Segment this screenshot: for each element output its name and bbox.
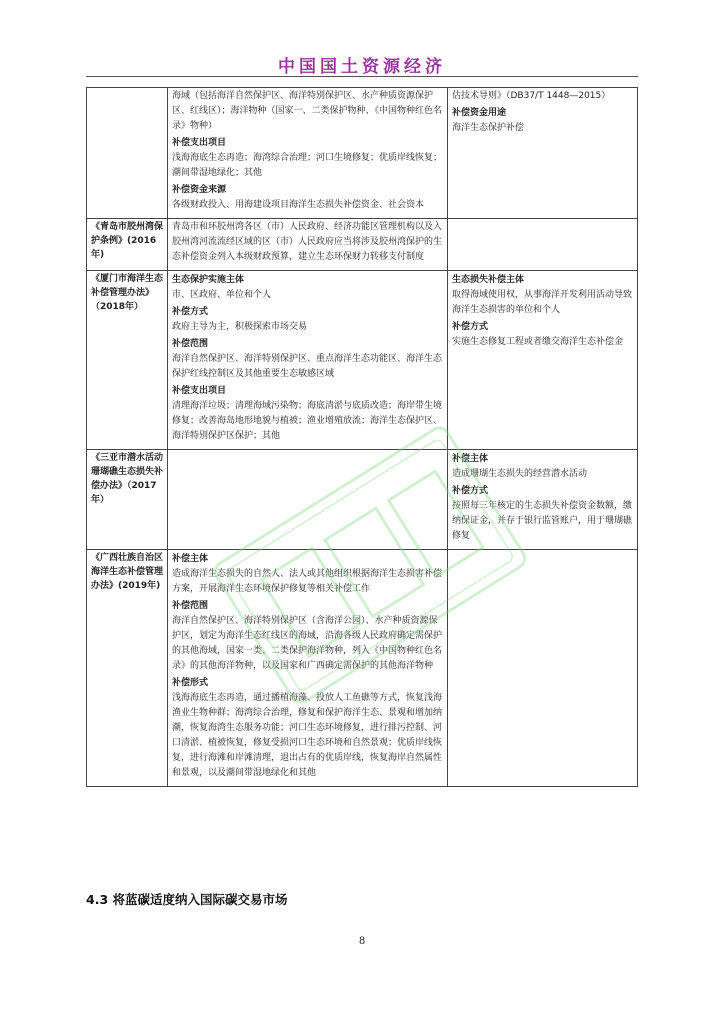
table-row — [87, 450, 638, 550]
block-text: 造成珊瑚生态损失的经营潜水活动 — [452, 469, 588, 479]
cell-block — [452, 89, 633, 104]
cell-block — [172, 305, 443, 335]
policy-name-cell — [87, 88, 168, 219]
block-label: 补偿方式 — [452, 322, 489, 332]
policy-table — [86, 87, 638, 787]
policy-name-cell: 《青岛市胶州湾保护条例》(2016年) — [87, 219, 168, 271]
measures-cell — [168, 271, 448, 450]
policy-name-cell: 《厦门市海洋生态补偿管理办法》（2018年） — [87, 271, 168, 450]
page-number: 8 — [358, 936, 366, 947]
block-label: 补偿形式 — [172, 678, 209, 688]
journal-title: 中国国土资源经济 — [278, 57, 446, 77]
details-cell — [448, 271, 638, 450]
cell-block — [452, 452, 633, 482]
block-label: 补偿范围 — [172, 601, 209, 611]
policy-name-cell: 《三亚市潜水活动珊瑚礁生态损失补偿办法》（2017年） — [87, 450, 168, 550]
table-row — [87, 219, 638, 271]
cell-block — [172, 220, 443, 265]
details-cell — [448, 550, 638, 787]
cell-block — [172, 384, 443, 444]
measures-cell — [168, 88, 448, 219]
cell-block — [172, 599, 443, 674]
block-text: 市、区政府、单位和个人 — [172, 290, 272, 300]
block-label: 生态保护实施主体 — [172, 275, 245, 285]
details-cell — [448, 450, 638, 550]
cell-block — [452, 106, 633, 136]
measures-cell — [168, 219, 448, 271]
block-label: 补偿方式 — [172, 307, 209, 317]
block-label: 补偿资金用途 — [452, 108, 507, 118]
block-text: 各级财政投入、用海建设项目海洋生态损失补偿资金、社会资本 — [172, 200, 425, 210]
block-label: 生态损失补偿主体 — [452, 275, 525, 285]
block-label: 补偿方式 — [452, 486, 489, 496]
block-text: 海洋自然保护区、海洋特别保护区（含海洋公园）、水产种质资源保护区，划定为海洋生态红线区的海域，沿海各级人民政府确定需保护的其他海域，国家一类、二类保护海洋物种，列入《中国物种红色名录》的其他海洋物种，以及国家和广西确定需保护的其他海洋物种 — [172, 616, 443, 671]
block-label: 补偿范围 — [172, 339, 209, 349]
block-text: 青岛市和环胶州湾各区（市）人民政府、经济功能区管理机构以及入胶州湾河流流经区域的区（市）人民政府应当将涉及胶州湾保护的生态补偿资金列入本级财政预算，建立生态环保财力转移支付制度 — [172, 222, 443, 262]
cell-block — [172, 89, 443, 134]
policy-name-cell: 《广西壮族自治区海洋生态补偿管理办法》(2019年) — [87, 550, 168, 787]
block-text: 取得海域使用权，从事海洋开发利用活动导致海洋生态损害的单位和个人 — [452, 290, 633, 315]
details-cell — [448, 88, 638, 219]
block-text: 海洋生态保护补偿 — [452, 123, 525, 133]
cell-block — [172, 676, 443, 781]
table-row — [87, 271, 638, 450]
measures-cell — [168, 550, 448, 787]
cell-block — [452, 484, 633, 544]
table-row — [87, 550, 638, 787]
block-text: 估技术导则》（DB37/T 1448—2015） — [452, 91, 611, 101]
block-text: 造成海洋生态损失的自然人、法人或其他组织根据海洋生态损害补偿方案，开展海洋生态环境保护修复等相关补偿工作 — [172, 569, 443, 594]
block-text: 政府主导为主，积极探索市场交易 — [172, 322, 308, 332]
cell-block — [172, 273, 443, 303]
section-heading: 4.3 将蓝碳适度纳入国际碳交易市场 — [86, 892, 288, 907]
block-label: 补偿主体 — [172, 554, 209, 564]
details-cell — [448, 219, 638, 271]
cell-block — [172, 337, 443, 382]
measures-cell — [168, 450, 448, 550]
block-text: 海域（包括海洋自然保护区、海洋特别保护区、水产种质资源保护区、红线区）；海洋物种（国家一、二类保护物种、《中国物种红色名录》物种） — [172, 91, 443, 131]
block-text: 海洋自然保护区、海洋特别保护区、重点海洋生态功能区、海洋生态保护红线控制区及其他重要生态敏感区域 — [172, 354, 443, 379]
header-divider — [86, 76, 638, 77]
cell-block — [172, 136, 443, 181]
block-label: 补偿支出项目 — [172, 386, 227, 396]
cell-block — [452, 320, 633, 350]
block-label: 补偿资金来源 — [172, 185, 227, 195]
cell-block — [452, 273, 633, 318]
table-row — [87, 88, 638, 219]
block-text: 清理海洋垃圾；清理海域污染物；海底清淤与底质改造；海岸带生境修复；改善海岛地形地貌与植被；渔业增殖放流；海洋生态保护区、海洋特别保护区保护；其他 — [172, 401, 443, 441]
block-label: 补偿主体 — [452, 454, 489, 464]
block-text: 按照每三年核定的生态损失补偿资金数额，缴纳保证金，并存于银行监管账户，用于珊瑚礁修复 — [452, 501, 633, 541]
cell-block — [172, 183, 443, 213]
block-text: 实施生态修复工程或者缴交海洋生态补偿金 — [452, 337, 624, 347]
cell-block — [172, 552, 443, 597]
block-label: 补偿支出项目 — [172, 138, 227, 148]
block-text: 浅海海底生态再造，通过播植海藻、投放人工鱼礁等方式，恢复浅海渔业生物种群；海湾综合治理，修复和保护海洋生态、景观和增加纳潮，恢复海湾生态服务功能；河口生态环境修复，进行排污控制、河口清淤、植被恢复，修复受损河口生态环境和自然景观；优质岸线恢复，进行海滩和岸滩清理，退出占有的优质岸线，恢复海岸自然属性和景观，以及潮间带湿地绿化和其他 — [172, 693, 443, 778]
block-text: 浅海海底生态再造；海湾综合治理；河口生境修复；优质岸线恢复；潮间带湿地绿化；其他 — [172, 153, 443, 178]
